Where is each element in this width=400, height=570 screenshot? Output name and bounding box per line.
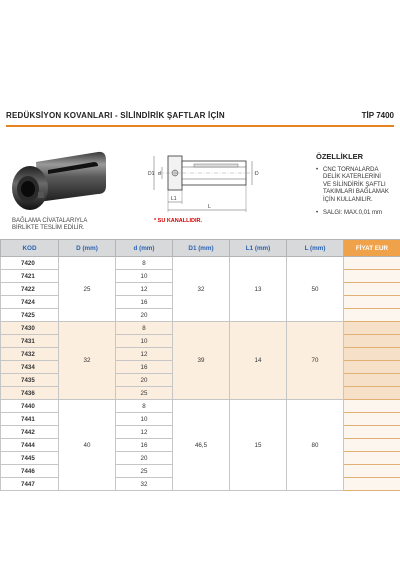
- cell-l1: 15: [230, 400, 287, 491]
- cell-kod: 7422: [1, 283, 59, 296]
- features-title: ÖZELLİKLER: [316, 152, 364, 161]
- page-header: [6, 111, 394, 127]
- cell-kod: 7436: [1, 387, 59, 400]
- cell-price: [344, 270, 400, 283]
- cell-kod: 7442: [1, 426, 59, 439]
- cell-outer-diameter: 32: [59, 322, 116, 400]
- cell-kod: 7424: [1, 296, 59, 309]
- cell-inner-diameter: 25: [116, 465, 173, 478]
- product-caption: BAĞLAMA CİVATALARIYLA BİRLİKTE TESLİM EDİLİR.: [12, 218, 88, 231]
- dim-d1: D1: [148, 171, 155, 177]
- technical-drawing: [128, 146, 268, 216]
- dim-d: d: [158, 171, 161, 177]
- water-channel-note: * SU KANALLIDIR.: [154, 218, 202, 224]
- cell-l: 80: [287, 400, 344, 491]
- cell-inner-diameter: 8: [116, 400, 173, 413]
- cell-kod: 7420: [1, 257, 59, 270]
- cell-price: [344, 465, 400, 478]
- cell-kod: 7441: [1, 413, 59, 426]
- cell-outer-diameter: 40: [59, 400, 116, 491]
- cell-price: [344, 387, 400, 400]
- product-table: [0, 239, 400, 491]
- col-header-l: L (mm): [287, 240, 344, 257]
- table-header-row: [1, 240, 400, 257]
- cell-kod: 7430: [1, 322, 59, 335]
- cell-inner-diameter: 12: [116, 283, 173, 296]
- col-header-l1: L1 (mm): [230, 240, 287, 257]
- cell-price: [344, 439, 400, 452]
- cell-inner-diameter: 16: [116, 361, 173, 374]
- cell-price: [344, 374, 400, 387]
- cell-kod: 7421: [1, 270, 59, 283]
- cell-kod: 7440: [1, 400, 59, 413]
- cell-inner-diameter: 20: [116, 374, 173, 387]
- col-header-d1: D1 (mm): [173, 240, 230, 257]
- dim-l: L: [208, 204, 211, 210]
- cell-l1: 13: [230, 257, 287, 322]
- cell-price: [344, 413, 400, 426]
- col-header-kod: KOD: [1, 240, 59, 257]
- cell-kod: 7434: [1, 361, 59, 374]
- cell-price: [344, 296, 400, 309]
- cell-inner-diameter: 20: [116, 309, 173, 322]
- cell-kod: 7431: [1, 335, 59, 348]
- table-row: [1, 400, 400, 413]
- cell-kod: 7444: [1, 439, 59, 452]
- table-row: [1, 322, 400, 335]
- cell-inner-diameter: 8: [116, 257, 173, 270]
- feature-item-usage: • CNC TORNALARDA DELİK KATERLERİNİ VE SİLİNDİRİK ŞAFTLI TAKIMLARI BAĞLAMAK İÇİN KULLANILIR.: [316, 167, 396, 204]
- page-title: REDÜKSİYON KOVANLARI - SİLİNDİRİK ŞAFTLAR İÇİN: [6, 111, 225, 120]
- cell-price: [344, 361, 400, 374]
- cell-kod: 7432: [1, 348, 59, 361]
- cell-price: [344, 322, 400, 335]
- type-label: TİP 7400: [361, 111, 394, 120]
- cell-inner-diameter: 10: [116, 270, 173, 283]
- cell-d1: 32: [173, 257, 230, 322]
- cell-kod: 7446: [1, 465, 59, 478]
- cell-inner-diameter: 10: [116, 335, 173, 348]
- table-row: [1, 257, 400, 270]
- cell-inner-diameter: 20: [116, 452, 173, 465]
- cell-l: 50: [287, 257, 344, 322]
- cell-kod: 7435: [1, 374, 59, 387]
- cell-inner-diameter: 12: [116, 348, 173, 361]
- cell-l1: 14: [230, 322, 287, 400]
- cell-price: [344, 426, 400, 439]
- cell-price: [344, 400, 400, 413]
- cell-kod: 7445: [1, 452, 59, 465]
- cell-inner-diameter: 16: [116, 439, 173, 452]
- dim-big-d: D: [255, 171, 259, 177]
- cell-price: [344, 335, 400, 348]
- cell-price: [344, 478, 400, 491]
- cell-inner-diameter: 32: [116, 478, 173, 491]
- cell-kod: 7447: [1, 478, 59, 491]
- cell-price: [344, 452, 400, 465]
- cell-price: [344, 309, 400, 322]
- features-panel: [316, 152, 396, 223]
- cell-outer-diameter: 25: [59, 257, 116, 322]
- feature-item-runout: • SALGI: MAX.0,01 mm: [316, 210, 396, 217]
- cell-inner-diameter: 8: [116, 322, 173, 335]
- col-header-price: FİYAT EUR: [344, 240, 400, 257]
- col-header-d-outer: D (mm): [59, 240, 116, 257]
- cell-inner-diameter: 12: [116, 426, 173, 439]
- dim-l1: L1: [171, 196, 177, 202]
- cell-kod: 7425: [1, 309, 59, 322]
- cell-inner-diameter: 10: [116, 413, 173, 426]
- cell-d1: 46,5: [173, 400, 230, 491]
- col-header-d-inner: d (mm): [116, 240, 173, 257]
- cell-inner-diameter: 25: [116, 387, 173, 400]
- cell-d1: 39: [173, 322, 230, 400]
- cell-inner-diameter: 16: [116, 296, 173, 309]
- cell-price: [344, 283, 400, 296]
- features-list: [316, 167, 396, 217]
- cell-price: [344, 348, 400, 361]
- cell-price: [344, 257, 400, 270]
- cell-l: 70: [287, 322, 344, 400]
- product-image: [8, 148, 108, 218]
- header-rule: [6, 125, 394, 127]
